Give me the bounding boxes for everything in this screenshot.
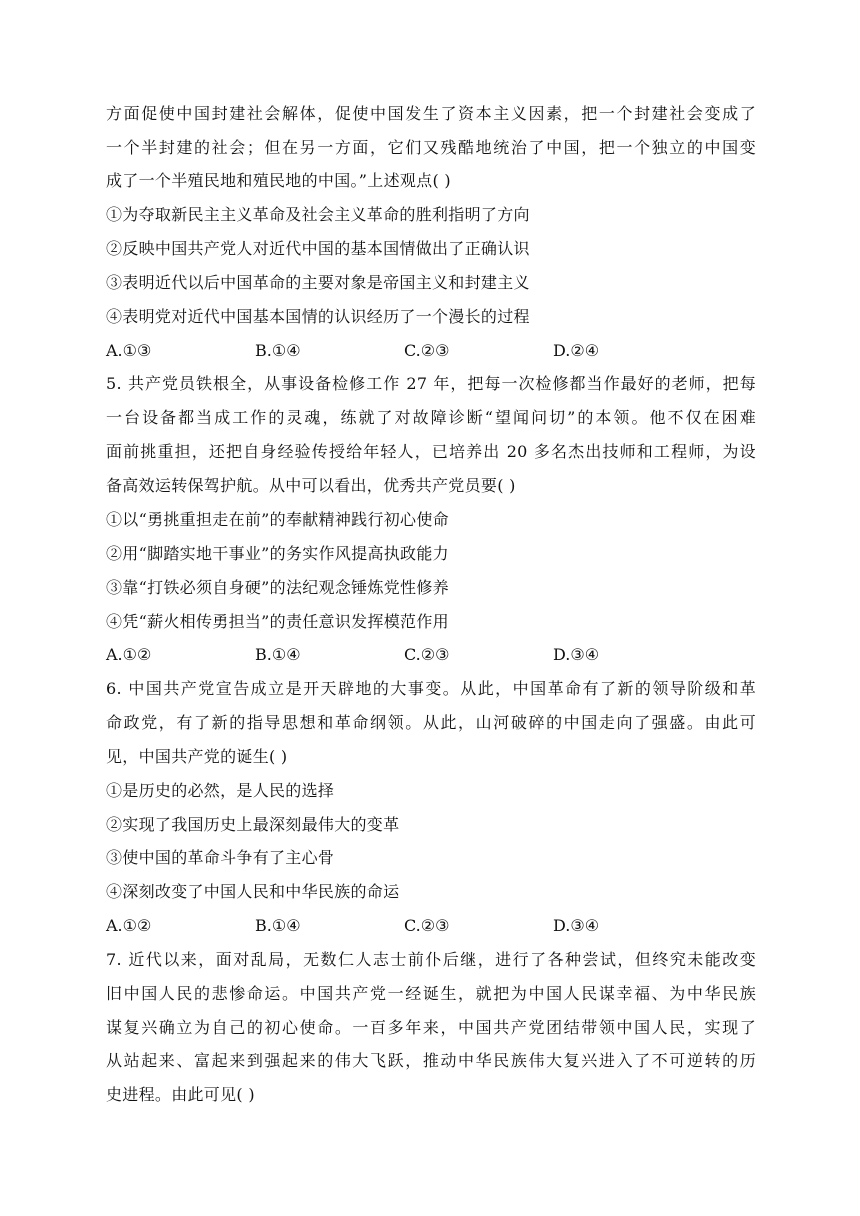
- option-d: D.②④: [553, 341, 600, 360]
- option-d: D.③④: [553, 645, 600, 664]
- option-b: B.①④: [255, 916, 301, 935]
- statement-2: ②用“脚踏实地干事业”的务实作风提高执政能力: [106, 544, 449, 563]
- statement-4: ④表明党对近代中国基本国情的认识经历了一个漫长的过程: [106, 307, 530, 326]
- question-5-text-line: 5. 共产党员铁根全，从事设备检修工作 27 年，把每一次检修都当作最好的老师，把每: [106, 374, 756, 393]
- statement-2: ②实现了我国历史上最深刻最伟大的变革: [106, 815, 400, 834]
- option-c: C.②③: [404, 645, 450, 664]
- statement-3: ③使中国的革命斗争有了主心骨: [106, 848, 335, 867]
- question-6-text-line: 命政党，有了新的指导思想和革命纲领。从此，山河破碎的中国走向了强盛。由此可: [106, 713, 756, 732]
- option-a: A.①②: [106, 916, 152, 935]
- statement-1: ①以“勇挑重担走在前”的奉献精神践行初心使命: [106, 510, 449, 529]
- statement-3: ③表明近代以后中国革命的主要对象是帝国主义和封建主义: [106, 273, 530, 292]
- statement-4: ④凭“薪火相传勇担当”的责任意识发挥模范作用: [106, 612, 449, 631]
- option-a: A.①②: [106, 645, 152, 664]
- option-d: D.③④: [553, 916, 600, 935]
- question-5-text-line: 备高效运转保驾护航。从中可以看出，优秀共产党员要( ): [106, 476, 516, 495]
- question-text-line: 成了一个半殖民地和殖民地的中国。”上述观点( ): [106, 171, 451, 190]
- question-7-text-line: 从站起来、富起来到强起来的伟大飞跃，推动中华民族伟大复兴进入了不可逆转的历: [106, 1051, 756, 1070]
- question-7-text-line: 旧中国人民的悲惨命运。中国共产党一经诞生，就把为中国人民谋幸福、为中华民族: [106, 984, 756, 1003]
- statement-2: ②反映中国共产党人对近代中国的基本国情做出了正确认识: [106, 239, 530, 258]
- question-6-text-line: 6. 中国共产党宣告成立是开天辟地的大事变。从此，中国革命有了新的领导阶级和革: [106, 679, 756, 698]
- question-text-line: 一个半封建的社会；但在另一方面，它们又残酷地统治了中国，把一个独立的中国变: [106, 138, 756, 157]
- question-7-text-line: 谋复兴确立为自己的初心使命。一百多年来，中国共产党团结带领中国人民，实现了: [106, 1018, 756, 1037]
- statement-1: ①为夺取新民主主义革命及社会主义革命的胜利指明了方向: [106, 205, 530, 224]
- question-5-text-line: 面前挑重担，还把自身经验传授给年轻人，已培养出 20 多名杰出技师和工程师，为设: [106, 442, 756, 461]
- option-b: B.①④: [255, 645, 301, 664]
- option-c: C.②③: [404, 341, 450, 360]
- question-6-text-line: 见，中国共产党的诞生( ): [106, 747, 288, 766]
- option-a: A.①③: [106, 341, 152, 360]
- option-c: C.②③: [404, 916, 450, 935]
- option-b: B.①④: [255, 341, 301, 360]
- question-7-text-line: 7. 近代以来，面对乱局，无数仁人志士前仆后继，进行了各种尝试，但终究未能改变: [106, 950, 756, 969]
- question-7-text-line: 史进程。由此可见( ): [106, 1085, 255, 1104]
- question-5-text-line: 一台设备都当成工作的灵魂，练就了对故障诊断“望闻问切”的本领。他不仅在困难: [106, 408, 756, 427]
- statement-3: ③靠“打铁必须自身硬”的法纪观念锤炼党性修养: [106, 578, 449, 597]
- statement-1: ①是历史的必然，是人民的选择: [106, 781, 335, 800]
- statement-4: ④深刻改变了中国人民和中华民族的命运: [106, 882, 400, 901]
- question-text-line: 方面促使中国封建社会解体，促使中国发生了资本主义因素，把一个封建社会变成了: [106, 104, 756, 123]
